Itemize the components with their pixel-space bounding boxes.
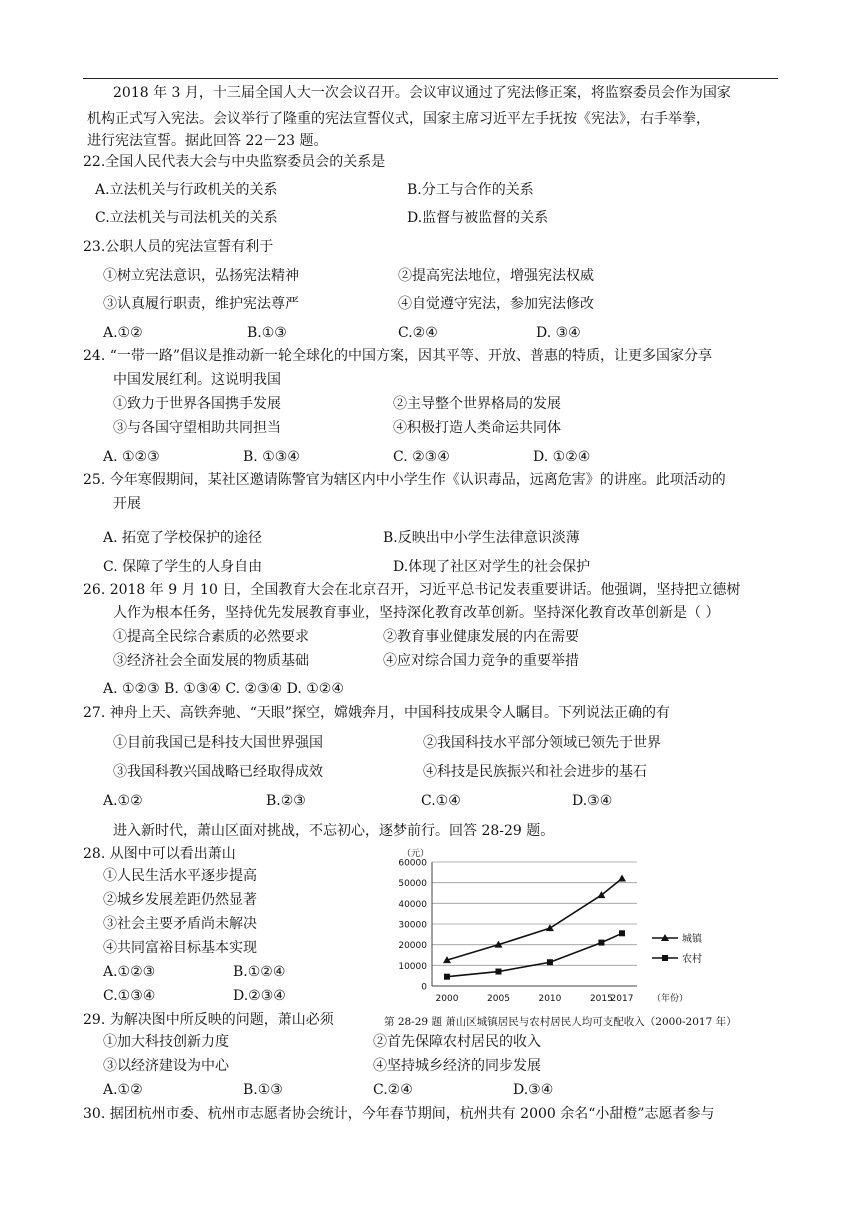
q24-option-d: D. ①②④	[533, 449, 591, 465]
y-tick-label: 40000	[398, 899, 427, 910]
q28-statement-4: ④共同富裕目标基本实现	[103, 940, 257, 956]
q24-option-a: A. ①②③	[103, 449, 160, 465]
data-point-rural	[495, 969, 501, 975]
q26-statement-4: ④应对综合国力竞争的重要举措	[383, 653, 579, 669]
q28-option-a: A.①②③	[103, 964, 156, 980]
q29-statement-4: ④坚持城乡经济的同步发展	[373, 1058, 541, 1074]
q27-option-d: D.③④	[572, 793, 613, 809]
q28-option-c: C.①③④	[103, 988, 156, 1004]
q28-stem: 28. 从图中可以看出萧山	[83, 846, 236, 862]
q25-option-a: A. 拓宽了学校保护的途径	[103, 530, 263, 546]
q24-option-c: C. ②③④	[393, 449, 450, 465]
y-tick-label: 50000	[398, 879, 427, 890]
q26-options: A. ①②③ B. ①③④ C. ②③④ D. ①②④	[103, 681, 344, 697]
x-tick-label: 2000	[435, 994, 459, 1004]
q24-statement-2: ②主导整个世界格局的发展	[393, 396, 561, 412]
intro-28-29: 进入新时代，萧山区面对挑战，不忘初心，逐梦前行。回答 28-29 题。	[113, 823, 555, 839]
y-tick-label: 60000	[398, 858, 427, 869]
y-tick-label: 10000	[398, 961, 427, 972]
q24-stem-line-2: 中国发展红利。这说明我国	[113, 372, 281, 388]
q24-stem-line-1: 24. “一带一路”倡议是推动新一轮全球化的中国方案，因其平等、开放、普惠的特质，让更多国家分享	[83, 348, 713, 364]
income-line-chart	[382, 843, 742, 1033]
data-point-rural	[598, 940, 604, 946]
data-point-rural	[619, 930, 625, 936]
q29-option-b: B.①③	[243, 1082, 283, 1098]
q23-statement-4: ④自觉遵守宪法，参加宪法修改	[398, 296, 594, 312]
data-point-urban	[618, 875, 626, 882]
q29-statement-1: ①加大科技创新力度	[103, 1034, 229, 1050]
q30-stem: 30. 据团杭州市委、杭州市志愿者协会统计，今年春节期间，杭州共有 2000 余名“小甜橙”志愿者参与	[83, 1106, 715, 1122]
q28-option-b: B.①②④	[233, 964, 286, 980]
q23-statement-1: ①树立宪法意识，弘扬宪法精神	[103, 268, 299, 284]
q28-statement-2: ②城乡发展差距仍然显著	[103, 892, 257, 908]
q29-option-d: D.③④	[513, 1082, 554, 1098]
y-axis-label: （元）	[402, 849, 430, 859]
y-tick-label: 20000	[398, 941, 427, 952]
q26-statement-2: ②教育事业健康发展的内在需要	[383, 629, 579, 645]
y-tick-label: 30000	[398, 920, 427, 931]
q28-option-d: D.②③④	[233, 988, 286, 1004]
legend-label: 城镇	[682, 934, 702, 945]
q29-statement-3: ③以经济建设为中心	[103, 1058, 229, 1074]
data-point-urban	[546, 924, 554, 931]
q23-option-b: B.①③	[247, 325, 287, 341]
q27-option-c: C.①④	[421, 793, 461, 809]
q27-statement-4: ④科技是民族振兴和社会进步的基石	[423, 764, 647, 780]
q28-statement-3: ③社会主要矛盾尚未解决	[103, 916, 257, 932]
q23-option-c: C.②④	[398, 325, 438, 341]
q26-stem-line-2: 人作为根本任务，坚持优先发展教育事业，坚持深化教育改革创新。坚持深化教育改革创新是（ ）	[113, 605, 720, 621]
q29-statement-2: ②首先保障农村居民的收入	[373, 1034, 541, 1050]
q24-statement-3: ③与各国守望相助共同担当	[113, 420, 281, 436]
q24-option-b: B. ①③④	[243, 449, 300, 465]
data-point-rural	[547, 959, 553, 965]
chart-caption: 第 28-29 题 萧山区城镇居民与农村居民人均可支配收入（2000-2017 年）	[384, 1016, 737, 1028]
q22-option-c: C.立法机关与司法机关的关系	[95, 210, 278, 226]
legend-marker	[662, 955, 668, 961]
q27-stem: 27. 神舟上天、高铁奔驰、“天眼”探空，嫦娥奔月，中国科技成果令人瞩目。下列说法正确的有	[83, 705, 671, 721]
q29-option-a: A.①②	[103, 1082, 143, 1098]
q24-statement-4: ④积极打造人类命运共同体	[393, 420, 561, 436]
series-line-rural	[447, 933, 622, 976]
q23-option-a: A.①②	[103, 325, 143, 341]
y-tick-label: 0	[421, 982, 427, 993]
income-chart	[382, 843, 742, 1033]
x-tick-label: 2015	[589, 994, 613, 1004]
q23-statement-2: ②提高宪法地位，增强宪法权威	[398, 268, 594, 284]
q22-option-d: D.监督与被监督的关系	[407, 210, 549, 226]
top-rule	[83, 78, 778, 79]
data-point-rural	[444, 974, 450, 980]
intro-line-3: 进行宪法宣誓。据此回答 22－23 题。	[87, 133, 328, 149]
q26-statement-3: ③经济社会全面发展的物质基础	[113, 653, 309, 669]
x-axis-label: （年份）	[652, 994, 689, 1004]
q23-statement-3: ③认真履行职责，维护宪法尊严	[103, 296, 299, 312]
intro-line-1: 2018 年 3 月，十三届全国人大一次会议召开。会议审议通过了宪法修正案，将监察委员会作为国家	[113, 85, 731, 101]
q22-option-a: A.立法机关与行政机关的关系	[95, 182, 278, 198]
q25-stem-line-2: 开展	[113, 496, 141, 512]
q27-statement-1: ①目前我国已是科技大国世界强国	[113, 735, 323, 751]
q28-statement-1: ①人民生活水平逐步提高	[103, 868, 257, 884]
q29-stem: 29. 为解决图中所反映的问题，萧山必须	[83, 1012, 334, 1028]
x-tick-label: 2005	[487, 994, 510, 1004]
q26-statement-1: ①提高全民综合素质的必然要求	[113, 629, 309, 645]
series-line-urban	[447, 879, 622, 961]
q22-option-b: B.分工与合作的关系	[407, 182, 534, 198]
q29-option-c: C.②④	[373, 1082, 413, 1098]
q26-stem-line-1: 26. 2018 年 9 月 10 日，全国教育大会在北京召开，习近平总书记发表重要讲话。他强调，坚持把立德树	[83, 582, 741, 598]
q27-option-b: B.②③	[266, 793, 306, 809]
q22-stem: 22.全国人民代表大会与中央监察委员会的关系是	[83, 154, 386, 170]
legend-label: 农村	[682, 954, 702, 965]
x-tick-label: 2010	[538, 994, 562, 1004]
q27-statement-2: ②我国科技水平部分领域已领先于世界	[423, 735, 661, 751]
q25-option-c: C. 保障了学生的人身自由	[103, 559, 263, 575]
q25-option-d: D.体现了社区对学生的社会保护	[393, 559, 591, 575]
q27-statement-3: ③我国科教兴国战略已经取得成效	[113, 764, 323, 780]
q25-stem-line-1: 25. 今年寒假期间，某社区邀请陈警官为辖区内中小学生作《认识毒品，远离危害》的讲座。此项活动的	[83, 472, 726, 488]
intro-line-2: 机构正式写入宪法。会议举行了隆重的宪法宣誓仪式，国家主席习近平左手抚按《宪法》，右手举拳，	[87, 111, 710, 127]
q23-option-d: D. ③④	[536, 325, 581, 341]
q25-option-b: B.反映出中小学生法律意识淡薄	[383, 530, 580, 546]
q24-statement-1: ①致力于世界各国携手发展	[113, 396, 281, 412]
q27-option-a: A.①②	[103, 793, 143, 809]
x-tick-label: 2017	[610, 994, 634, 1004]
q23-stem: 23.公职人员的宪法宣誓有利于	[83, 239, 274, 255]
